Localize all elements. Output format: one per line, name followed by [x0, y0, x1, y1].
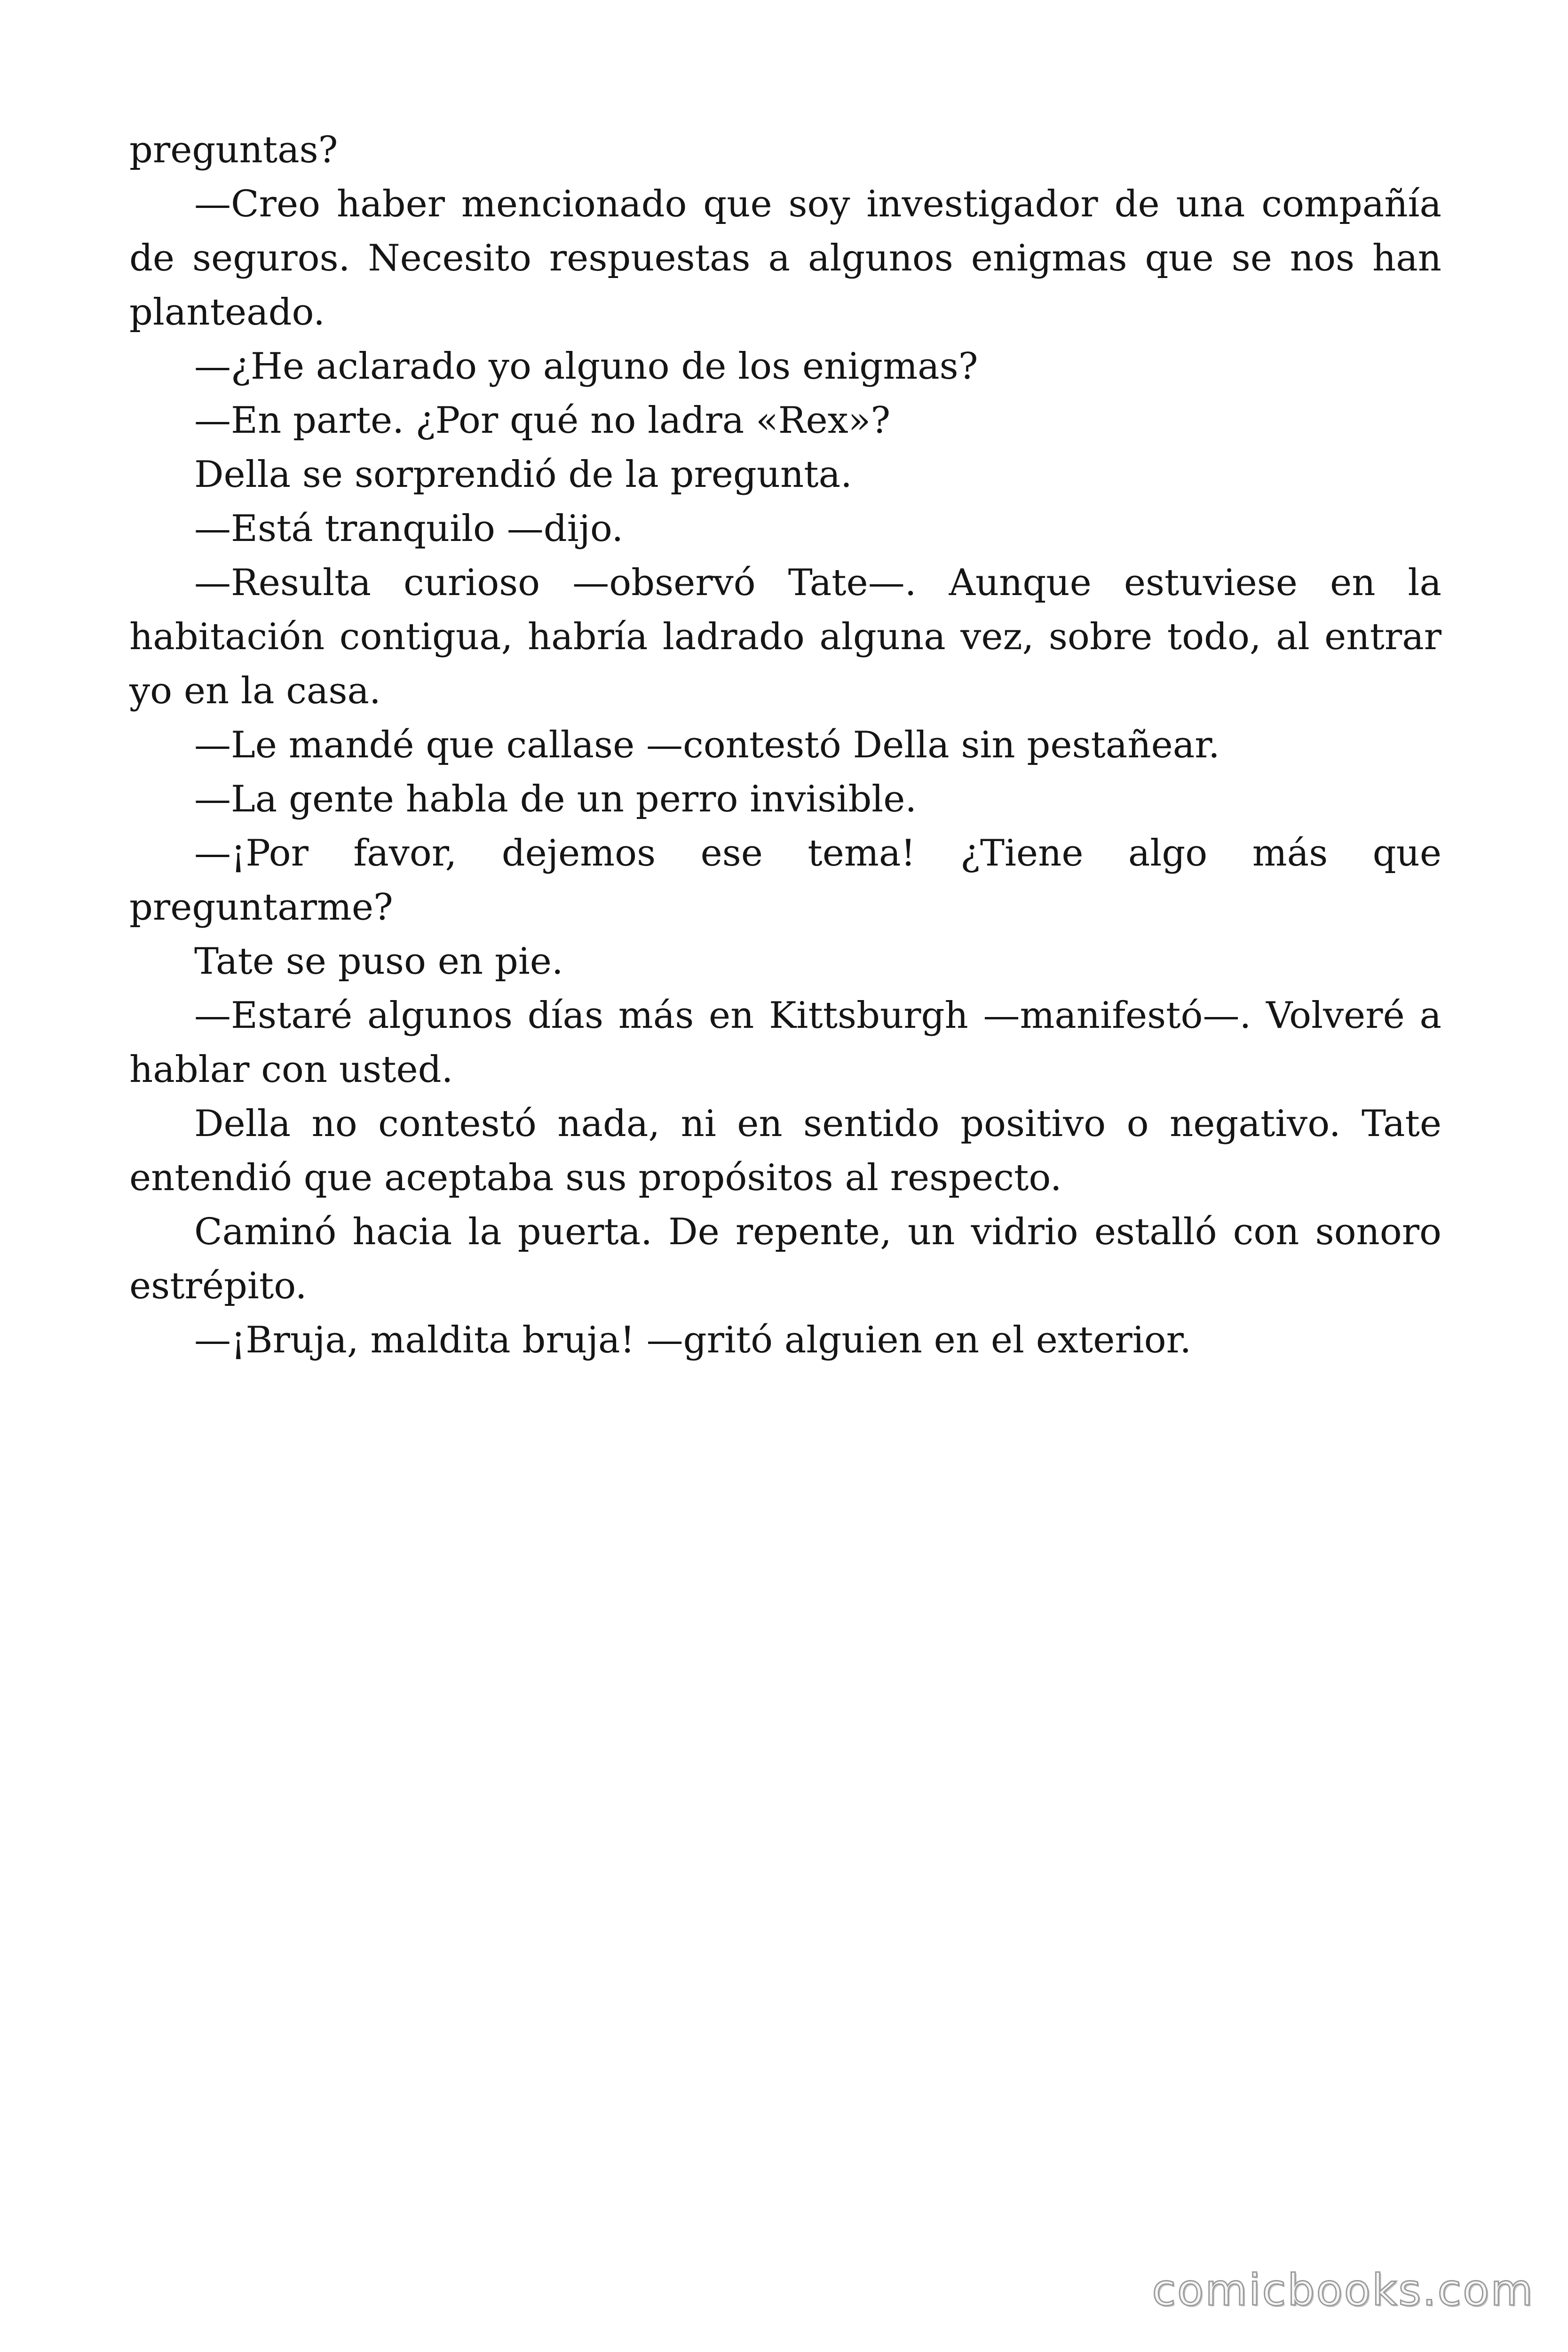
paragraph: —¡Por favor, dejemos ese tema! ¿Tiene algo más que preguntarme? — [129, 832, 1441, 929]
paragraph: —Creo haber mencionado que soy investigador de una compañía de seguros. Necesito respuestas a algunos enigmas que se nos han planteado. — [129, 183, 1441, 334]
paragraph: —¿He aclarado yo alguno de los enigmas? — [194, 345, 978, 388]
paragraph: —Resulta curioso —observó Tate—. Aunque estuviese en la habitación contigua, habría ladrado alguna vez, sobre todo, al entrar yo en la casa. — [129, 562, 1441, 712]
paragraph: Della se sorprendió de la pregunta. — [194, 453, 852, 496]
paragraph: —La gente habla de un perro invisible. — [194, 778, 917, 820]
paragraph: Della no contestó nada, ni en sentido positivo o negativo. Tate entendió que aceptaba sus propósitos al respecto. — [129, 1103, 1441, 1199]
watermark: comicbooks.com — [1152, 2265, 1534, 2315]
paragraph: —¡Bruja, maldita bruja! —gritó alguien en el exterior. — [194, 1319, 1192, 1361]
paragraph: Caminó hacia la puerta. De repente, un vidrio estalló con sonoro estrépito. — [129, 1211, 1441, 1307]
paragraph: —Está tranquilo —dijo. — [194, 508, 624, 550]
paragraph-continuation: preguntas? — [129, 129, 338, 171]
paragraph: —Estaré algunos días más en Kittsburgh —manifestó—. Volveré a hablar con usted. — [129, 994, 1441, 1091]
paragraph: —Le mandé que callase —contestó Della sin pestañear. — [194, 724, 1220, 766]
body-text — [129, 123, 1441, 1367]
paragraph: Tate se puso en pie. — [194, 940, 563, 983]
paragraph: —En parte. ¿Por qué no ladra «Rex»? — [194, 399, 891, 442]
